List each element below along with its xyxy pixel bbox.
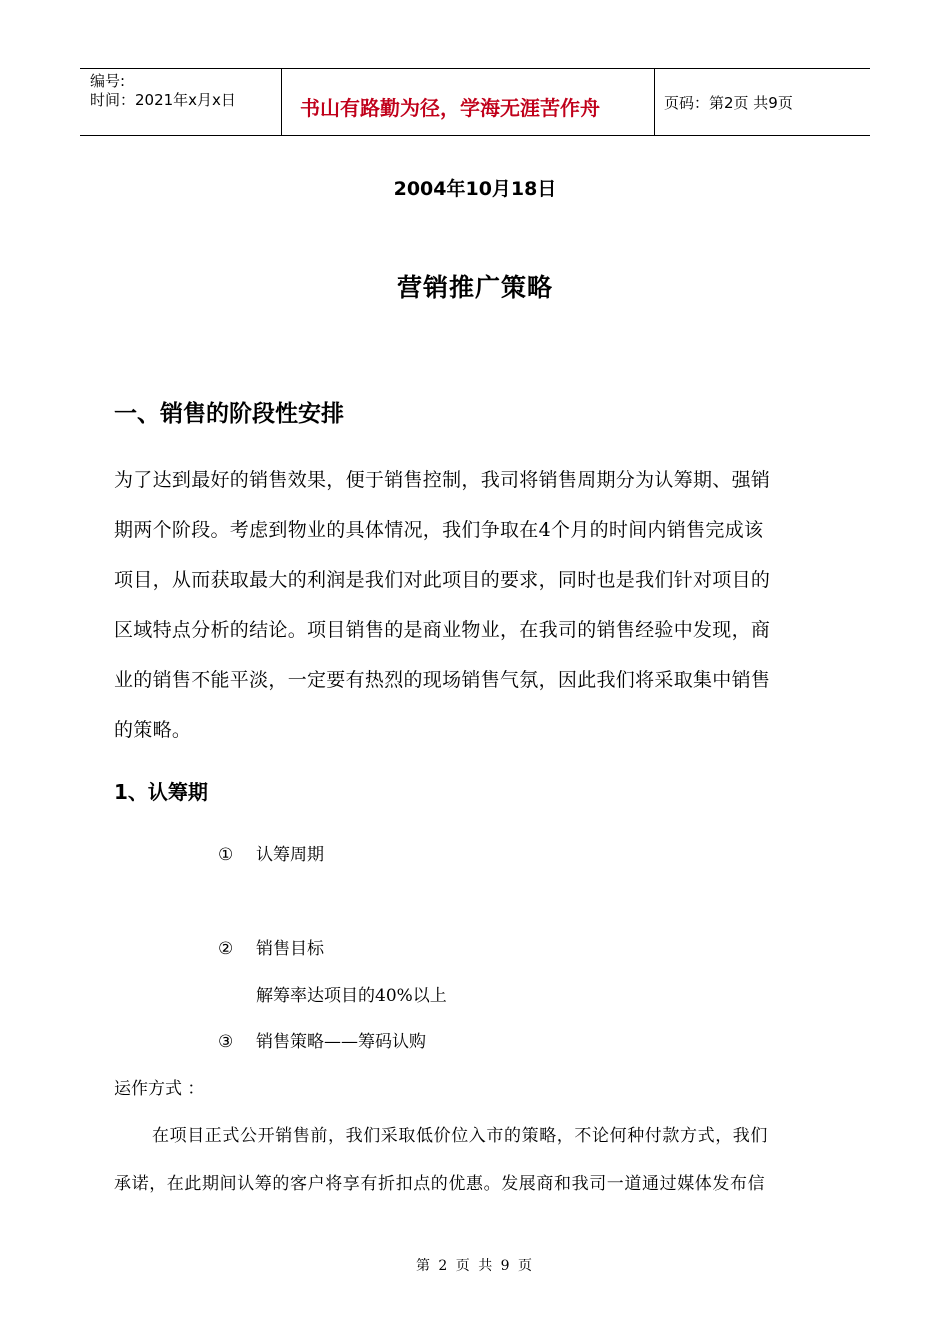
list-item-number: ① [218, 845, 234, 865]
header-divider-1 [281, 68, 282, 136]
paragraph-line: 业的销售不能平淡，一定要有热烈的现场销售气氛，因此我们将采取集中销售 [114, 669, 771, 691]
header-bottom-border [80, 135, 870, 136]
list-item [218, 840, 324, 865]
list-item-detail: 解筹率达项目的40%以上 [256, 986, 447, 1006]
header-top-border [80, 68, 870, 69]
operation-line: 在项目正式公开销售前，我们采取低价位入市的策略，不论何种付款方式，我们 [152, 1126, 768, 1146]
paragraph-line: 为了达到最好的销售效果，便于销售控制，我司将销售周期分为认筹期、强销 [114, 469, 771, 491]
list-item-number: ③ [218, 1032, 234, 1052]
list-item-text: 销售目标 [256, 939, 324, 959]
document-date: 2004年10月18日 [393, 178, 557, 200]
paragraph-line: 项目，从而获取最大的利润是我们对此项目的要求，同时也是我们针对项目的 [114, 569, 771, 591]
footer-page-number: 第 2 页 共 9 页 [415, 1258, 535, 1274]
operation-line: 承诺，在此期间认筹的客户将享有折扣点的优惠。发展商和我司一道通过媒体发布信 [114, 1174, 766, 1194]
list-item-number: ② [218, 939, 234, 959]
list-item-text: 销售策略——筹码认购 [256, 1032, 426, 1052]
list-item [218, 934, 324, 959]
header-number-label: 编号: [90, 72, 126, 90]
section-heading: 一、销售的阶段性安排 [114, 401, 344, 427]
header-time-label: 时间：2021年x月x日 [90, 91, 236, 109]
subsection-heading: 1、认筹期 [114, 780, 208, 804]
paragraph-line: 期两个阶段。考虑到物业的具体情况，我们争取在4个月的时间内销售完成该 [114, 519, 764, 541]
section-paragraph [114, 455, 840, 755]
header-motto: 书山有路勤为径，学海无涯苦作舟 [300, 96, 600, 120]
list-item-text: 认筹周期 [256, 845, 324, 865]
list-item [218, 1027, 426, 1052]
operation-label: 运作方式 ： [114, 1079, 205, 1099]
header-page-info: 页码：第2页 共9页 [664, 94, 793, 112]
document-title: 营销推广策略 [396, 273, 553, 302]
header-divider-2 [654, 68, 655, 136]
paragraph-line: 区域特点分析的结论。项目销售的是商业物业，在我司的销售经验中发现，商 [114, 619, 771, 641]
paragraph-line: 的策略。 [114, 719, 192, 741]
